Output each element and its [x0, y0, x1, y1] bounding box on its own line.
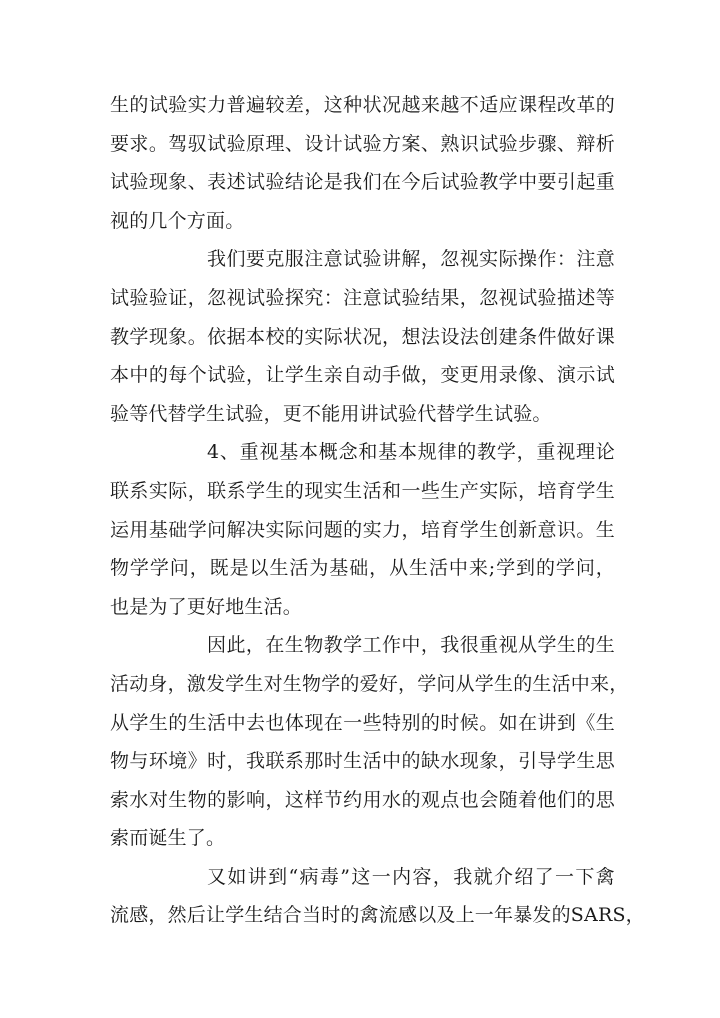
text-line: 索水对生物的影响，这样节约用水的观点也会随着他们的思: [110, 788, 615, 811]
text-line: 物学学问，既是以生活为基础，从生活中来;学到的学问，: [110, 557, 615, 580]
text-line: 从学生的生活中去也体现在一些特别的时候。如在讲到《生: [110, 711, 615, 734]
text-line: 物与环境》时，我联系那时生活中的缺水现象，引导学生思: [110, 750, 615, 773]
paragraph-p2: [110, 240, 615, 433]
text-line: 试验现象、表述试验结论是我们在今后试验教学中要引起重: [110, 171, 615, 194]
paragraph-p1: [110, 86, 615, 240]
text-line: 验等代替学生试验，更不能用讲试验代替学生试验。: [110, 402, 552, 425]
text-line: 试验验证，忽视试验探究：注意试验结果，忽视试验描述等: [110, 286, 615, 309]
text-line: 也是为了更好地生活。: [110, 595, 303, 618]
text-line: 生的试验实力普遍较差，这种状况越来越不适应课程改革的: [110, 94, 615, 116]
text-line: 索而诞生了。: [110, 827, 226, 850]
text-line: 又如讲到“病毒”这一内容，我就介绍了一下禽: [207, 865, 615, 888]
text-line: 联系实际，联系学生的现实生活和一些生产实际，培育学生: [110, 479, 615, 502]
text-line: 我们要克服注意试验讲解，忽视实际操作：注意: [207, 248, 615, 271]
text-line: 运用基础学问解决实际问题的实力，培育学生创新意识。生: [110, 518, 615, 541]
text-line: 流感，然后让学生结合当时的禽流感以及上一年暴发的SARS，: [110, 904, 645, 927]
text-line: 活动身，激发学生对生物学的爱好，学问从学生的生活中来，: [110, 672, 629, 695]
text-line: 4、重视基本概念和基本规律的教学，重视理论: [207, 441, 615, 464]
text-line: 要求。驾驭试验原理、设计试验方案、熟识试验步骤、辩析: [110, 132, 615, 155]
body-text: [110, 86, 645, 935]
text-line: 教学现象。依据本校的实际状况，想法设法创建条件做好课: [110, 325, 615, 348]
paragraph-p4: [110, 626, 629, 858]
paragraph-p3: [110, 433, 615, 626]
text-line: 视的几个方面。: [110, 209, 245, 232]
text-line: 本中的每个试验，让学生亲自动手做，变更用录像、演示试: [110, 364, 615, 387]
paragraph-p5: [110, 858, 645, 935]
text-line: 因此，在生物教学工作中，我很重视从学生的生: [207, 634, 615, 657]
